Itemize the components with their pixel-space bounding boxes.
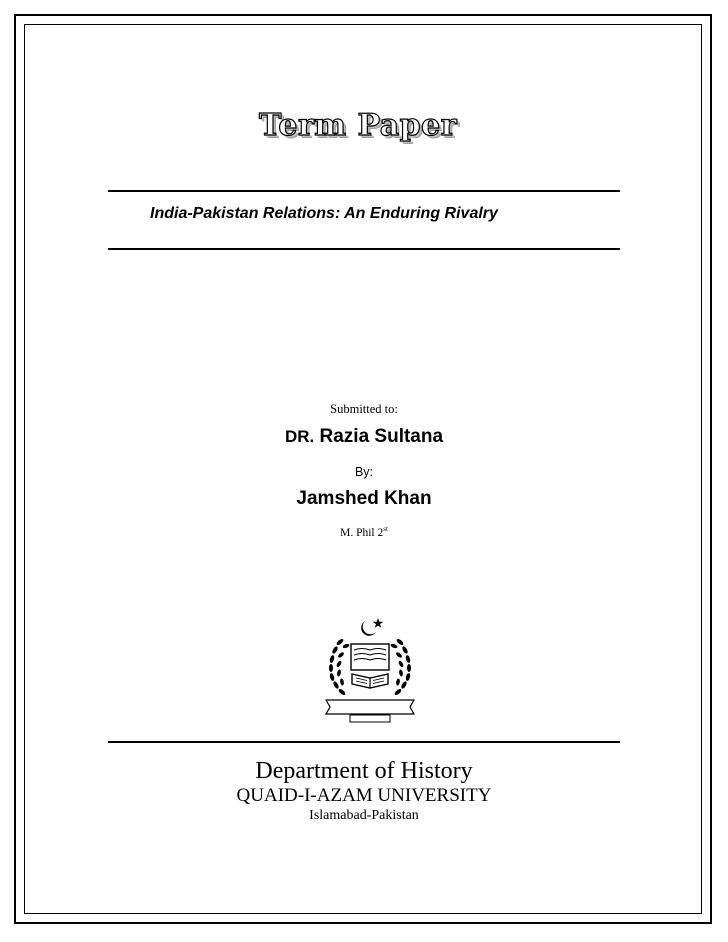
paper-title: India-Pakistan Relations: An Enduring Rivalry [150,205,498,222]
university-name: QUAID-I-AZAM UNIVERSITY [236,785,492,806]
divider-bottom [108,248,620,250]
by-label: By: [354,465,374,479]
university-crest-icon [318,612,422,724]
submitted-to-label: Submitted to: [330,402,398,416]
department-name: Department of History [255,758,473,784]
supervisor-name [0,426,728,448]
university-location: Islamabad-Pakistan [309,808,419,823]
author-name: Jamshed Khan [296,488,432,509]
supervisor-prefix: DR. [284,427,315,446]
degree-program [0,525,728,539]
term-paper-heading: Term Paper [258,108,458,143]
degree-program-text: M. Phil 2 [340,526,384,539]
supervisor-name-text: Razia Sultana [319,426,444,447]
divider-top [108,190,620,192]
divider-footer [108,741,620,743]
degree-ordinal-suffix: st [383,525,388,533]
